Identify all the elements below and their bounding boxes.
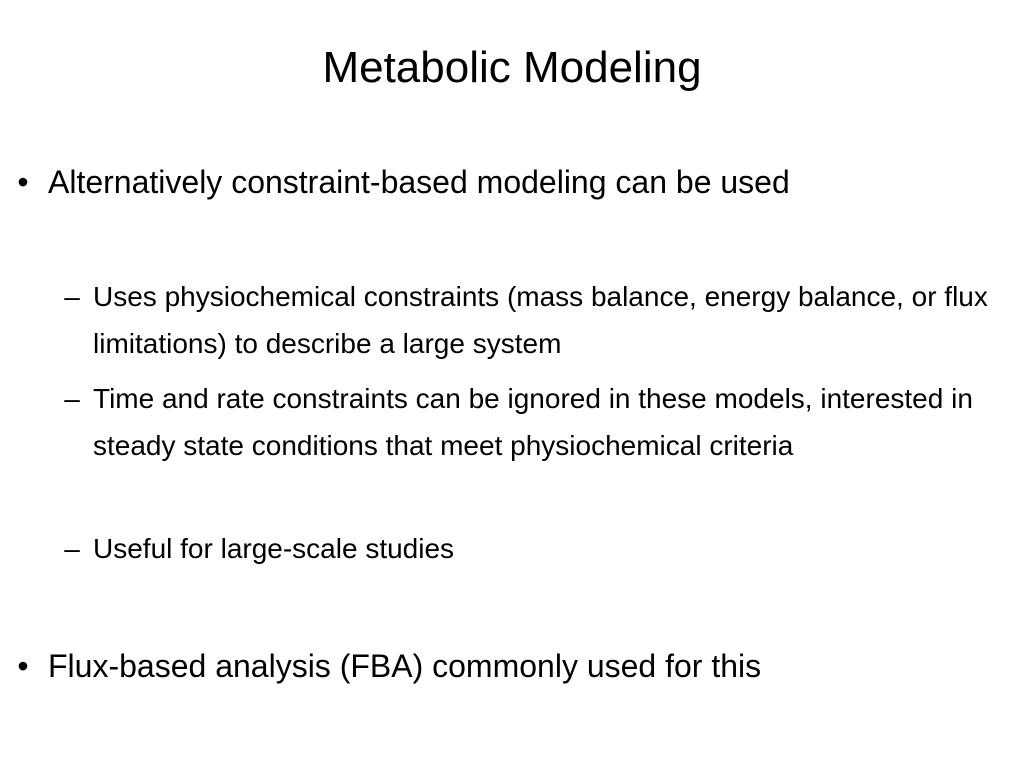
sub-bullet-marker: – <box>64 281 80 312</box>
bullet-item <box>17 640 988 692</box>
sub-bullet-item <box>64 273 993 367</box>
sub-bullet-text: Time and rate constraints can be ignored in these models, interested in steady state conditions that meet physiochemical criteria <box>93 383 973 461</box>
bullet-text: Alternatively constraint-based modeling can be used <box>48 164 790 200</box>
sub-bullet-item <box>64 375 993 469</box>
sub-bullet-marker: – <box>64 533 80 564</box>
sub-bullet-item <box>64 525 993 572</box>
bullet-text: Flux-based analysis (FBA) commonly used for this <box>48 648 762 684</box>
sub-bullet-text: Useful for large-scale studies <box>93 533 455 564</box>
bullet-marker: • <box>17 164 29 200</box>
sub-bullet-text: Uses physiochemical constraints (mass balance, energy balance, or flux limitations) to describe a large system <box>93 281 988 359</box>
sub-bullet-marker: – <box>64 383 80 414</box>
bullet-item <box>17 156 988 208</box>
slide-title: Metabolic Modeling <box>322 43 702 92</box>
bullet-marker: • <box>17 648 29 684</box>
